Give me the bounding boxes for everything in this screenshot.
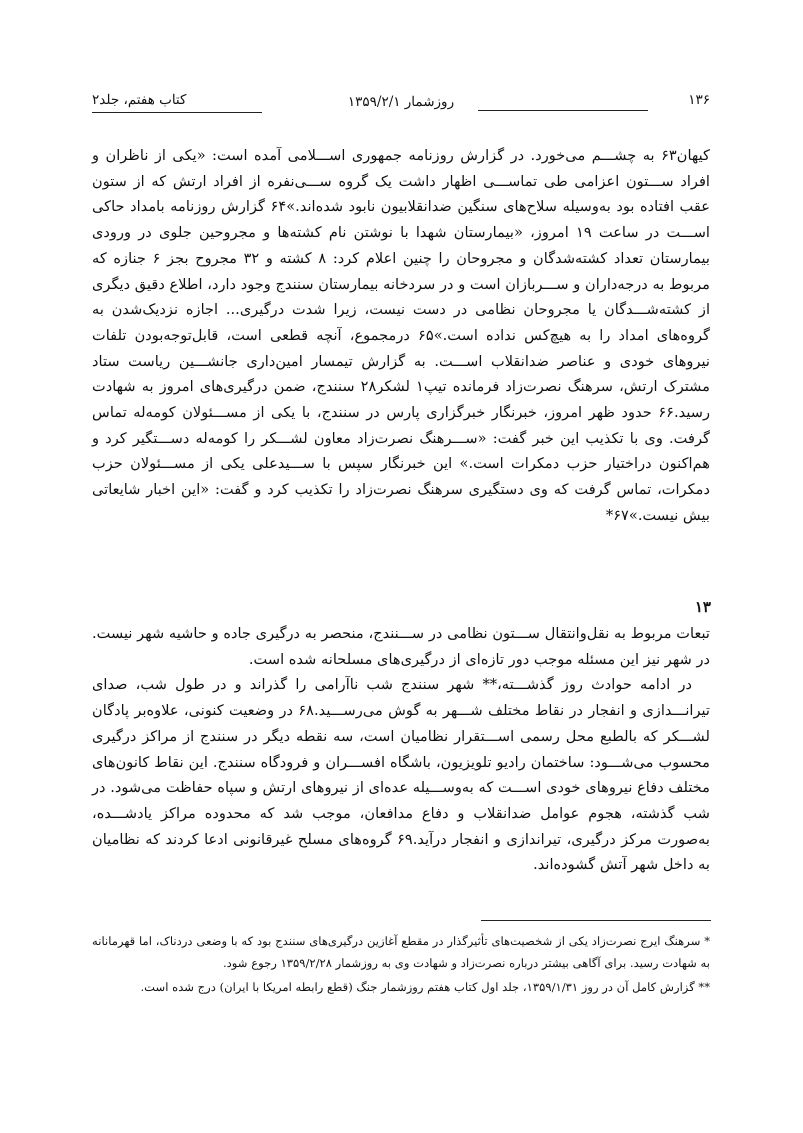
page-header <box>92 92 710 116</box>
main-text-block-2 <box>92 621 710 878</box>
main-text-block-1 <box>92 143 710 529</box>
footnotes <box>92 930 710 1000</box>
footnote-2: ** گزارش کامل آن در روز ۱۳۵۹/۱/۳۱، جلد اول کتاب هفتم روزشمار جنگ (قطع رابطه امریکا با ایران) درج شده است. <box>140 980 710 994</box>
paragraph-1: کیهان۶۳ به چشـــم می‌خورد. در گزارش روزنامه جمهوری اســـلامی آمده است: «یکی از ناظران و افراد ســـتون اعزامی طی تماســـی اظهار داشت یک گروه ســـی‌نفره از افراد ارتش که از ستون عقب افتاده بود به‌وسیله سلاح‌های سنگین ضدانقلابیون نابود شده‌اند.»۶۴ گزارش روزنامه بامداد حاکی اســـت در ساعت ۱۹ امروز، «بیمارستان شهدا با نوشتن نام کشته‌ها و مجروحین جلوی در ورودی بیمارستان تعداد کشته‌شدگان و مجروحان را چنین اعلام کرد: ۸ کشته و ۳۲ مجروح بجز ۶ جنازه که مربوط به درجه‌داران و ســـربازان است و در سردخانه بیمارستان سنندج وجود دارد، اطلاع دقیق دیگری از کشته‌شـــدگان یا مجروحان نظامی در دست نیست، زیرا شدت درگیری... اجازه نزدیک‌شدن به گروه‌های امداد را به هیچ‌کس نداده است.»۶۵ درمجموع، آنچه قطعی است، قابل‌توجه‌بودن تلفات نیروهای خودی و عناصر ضدانقلاب اســـت. به گزارش تیمسار امین‌داری جانشـــین ریاست ستاد مشترک ارتش، سرهنگ نصرت‌زاد فرمانده تیپ۱ لشکر۲۸ سنندج، ضمن درگیری‌های امروز به شهادت رسید.۶۶ حدود ظهر امروز، خبرنگار خبرگزاری پارس در سنندج، با یکی از مســـئولان کومه‌له تماس گرفت. وی با تکذیب این خبر گفت: «ســـرهنگ نصرت‌زاد معاون لشـــکر را کومه‌له دســـتگیر کرد و هم‌اکنون دراختیار حزب دمکرات است.» این خبرنگار سپس با ســـیدعلی یکی از مســـئولان حزب دمکرات، تماس گرفت که وی دستگیری سرهنگ نصرت‌زاد را تکذیب کرد و گفت: «این اخبار شایعاتی بیش نیست.»۶۷* <box>92 147 711 524</box>
header-rule-left <box>92 112 262 113</box>
footnote-1: * سرهنگ ایرج نصرت‌زاد یکی از شخصیت‌های تأثیرگذار در مقطع آغازین درگیری‌های سنندج بود که با وضعی دردناک، اما قهرمانانه به شهادت رسید. برای آگاهی بیشتر درباره نصرت‌زاد و شهادت وی به روزشمار ۱۳۵۹/۲/۲۸ رجوع شود. <box>92 934 710 970</box>
footnote-separator <box>481 920 711 921</box>
header-book-title: کتاب هفتم، جلد۲ <box>92 92 187 108</box>
paragraph-2: تبعات مربوط به نقل‌وانتقال ســـتون نظامی در ســـنندج، منحصر به درگیری جاده و حاشیه شهر نیست. در شهر نیز این مسئله موجب دور تازه‌ای از درگیری‌های مسلحانه شده است. <box>92 625 710 668</box>
paragraph-3: در ادامه حوادث روز گذشـــته،** شهر سنندج شب ناآرامی را گذراند و در طول شب، صدای تیرانـــدازی و انفجار در نقاط مختلف شـــهر به گوش می‌رســـید.۶۸ در وضعیت کنونی، علاوه‌بر پادگان لشـــکر که بالطبع محل رسمی اســـتقرار نظامیان است، سه نقطه دیگر در سنندج از مراکز درگیری محسوب می‌شـــود: ساختمان رادیو تلویزیون، باشگاه افســـران و فرودگاه سنندج. این نقاط کانون‌های مختلف دفاع نیروهای خودی اســـت که به‌وســـیله عده‌ای از نیروهای ارتش و سپاه حفاظت می‌شود. در شب گذشته، هجوم عوامل ضدانقلاب و دفاع مدافعان، موجب شد که محدوده مراکز یادشـــده، به‌صورت مرکز درگیری، تیراندازی و انفجار درآید.۶۹ گروه‌های مسلح غیرقانونی ادعا کردند که نظامیان به داخل شهر آتش گشوده‌اند. <box>92 676 710 874</box>
page-number: ۱۳۶ <box>688 92 710 108</box>
header-rule-right <box>478 110 648 111</box>
header-date-title: روزشمار ۱۳۵۹/۲/۱ <box>347 94 455 110</box>
section-number: ۱۳ <box>694 598 711 616</box>
